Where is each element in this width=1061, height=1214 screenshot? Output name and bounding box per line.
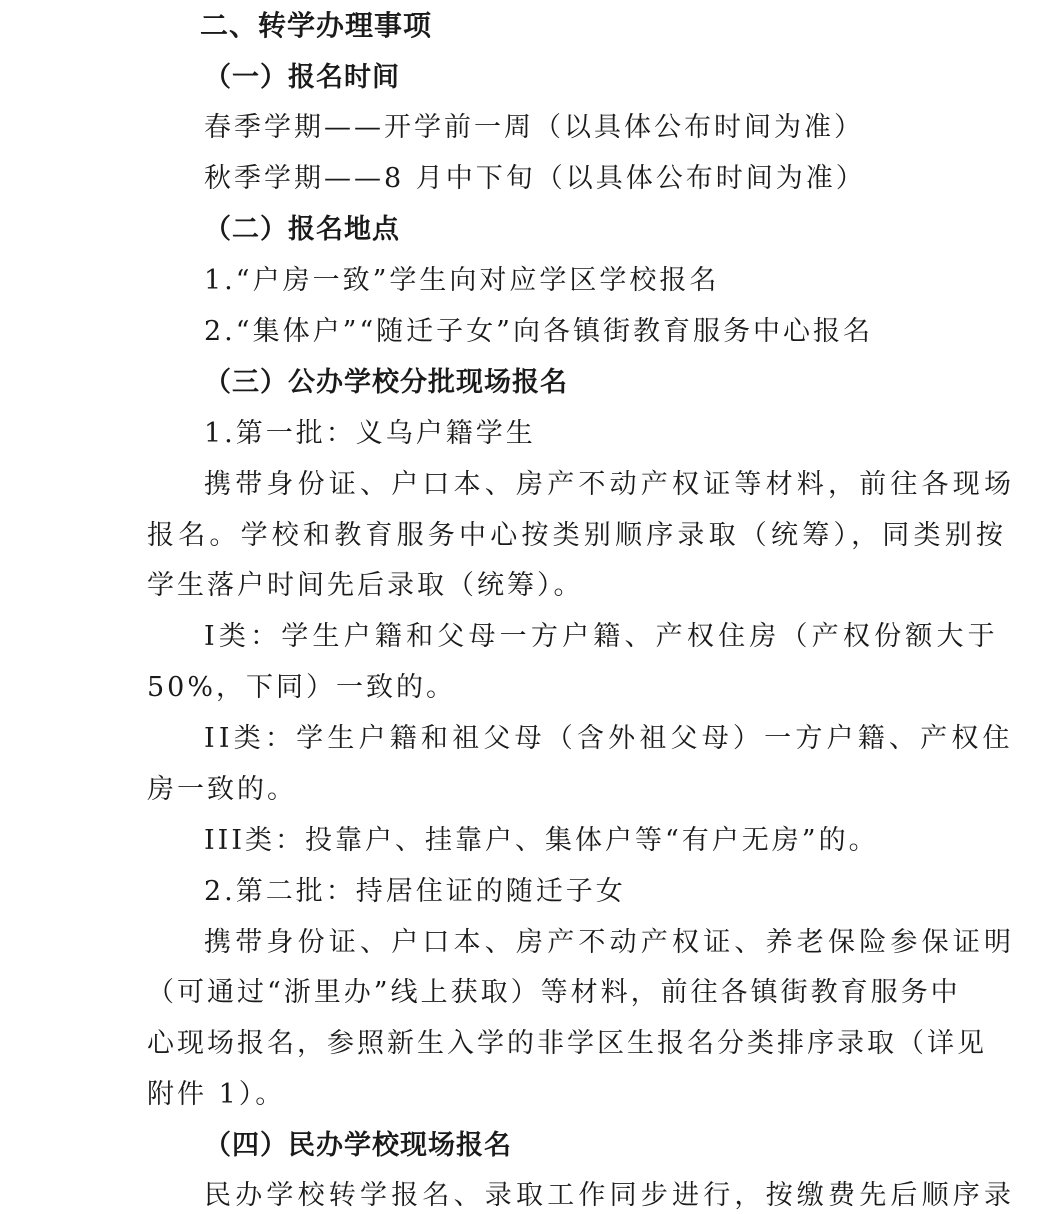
paragraph-line: 携带身份证、户口本、房产不动产权证等材料，前往各现场 <box>204 469 1016 500</box>
paragraph-line: 民办学校转学报名、录取工作同步进行，按缴费先后顺序录 <box>204 1180 1016 1211</box>
paragraph-line: 春季学期——开学前一周（以具体公布时间为准） <box>204 112 864 143</box>
subheading-registration-location: （二）报名地点 <box>204 214 400 245</box>
class1-line: 50%，下同）一致的。 <box>147 672 457 703</box>
class2-line: 房一致的。 <box>147 774 297 805</box>
subheading-public-school-batches: （三）公办学校分批现场报名 <box>204 367 568 398</box>
paragraph-line: （可通过“浙里办”线上获取）等材料，前往各镇街教育服务中 <box>147 977 961 1008</box>
class2-line: II类：学生户籍和祖父母（含外祖父母）一方户籍、产权住 <box>204 723 1014 754</box>
paragraph-line: 学生落户时间先后录取（统筹）。 <box>147 570 584 601</box>
paragraph-line: 携带身份证、户口本、房产不动产权证、养老保险参保证明 <box>204 927 1016 958</box>
class1-line: I类：学生户籍和父母一方户籍、产权住房（产权份额大于 <box>204 621 999 652</box>
class3-line: III类：投靠户、挂靠户、集体户等“有户无房”的。 <box>204 825 879 856</box>
subheading-registration-time: （一）报名时间 <box>204 62 400 93</box>
batch2-title: 2.第二批：持居住证的随迁子女 <box>204 876 626 907</box>
paragraph-line: 2.“集体户”“随迁子女”向各镇街教育服务中心报名 <box>204 316 873 347</box>
paragraph-line: 秋季学期——8 月中下旬（以具体公布时间为准） <box>204 163 866 194</box>
paragraph-line: 心现场报名，参照新生入学的非学区生报名分类排序录取（详见 <box>147 1028 987 1059</box>
batch1-title: 1.第一批：义乌户籍学生 <box>204 418 536 449</box>
paragraph-line: 报名。学校和教育服务中心按类别顺序录取（统筹），同类别按 <box>147 520 1008 551</box>
subheading-private-school: （四）民办学校现场报名 <box>204 1130 512 1161</box>
paragraph-line: 1.“户房一致”学生向对应学区学校报名 <box>204 265 720 296</box>
section-title: 二、转学办理事项 <box>200 9 433 42</box>
paragraph-line: 附件 1）。 <box>147 1079 286 1110</box>
